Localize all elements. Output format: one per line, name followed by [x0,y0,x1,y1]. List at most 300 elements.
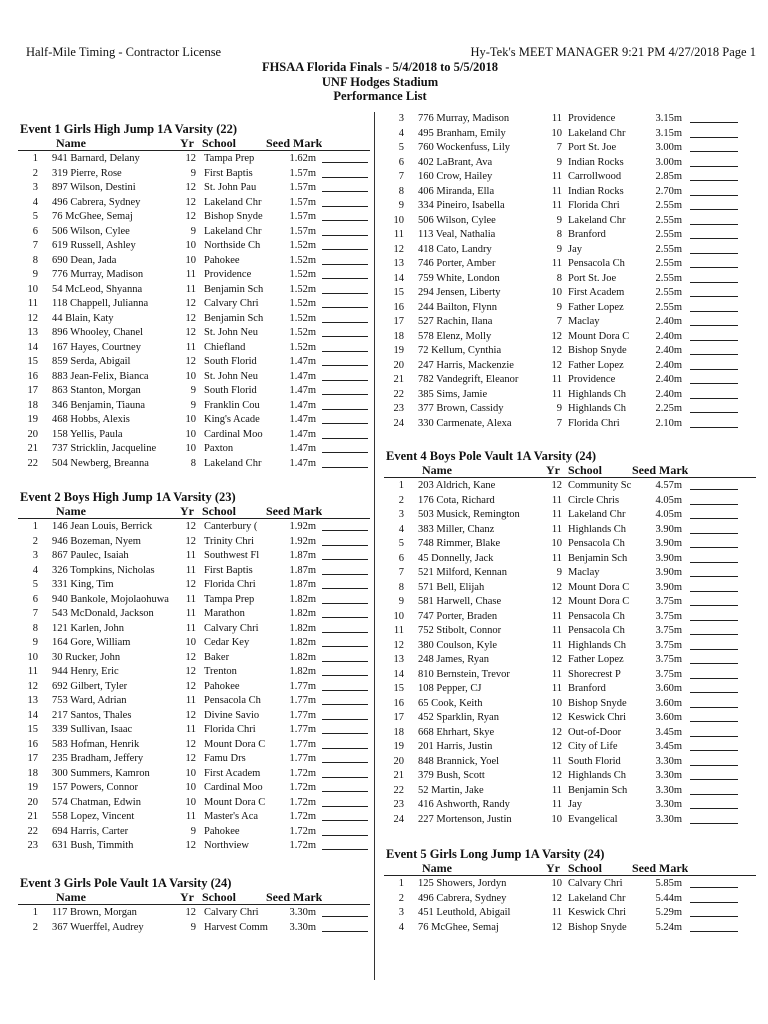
entry-seed-mark: 2.40m [655,359,682,371]
entry-name: 776 Murray, Madison [418,113,510,124]
result-blank-line [322,210,368,221]
entry-school: Pensacola Ch [204,695,261,706]
entry-seed-mark: 1.47m [289,414,316,425]
entry-school: Trinity Chri [204,535,255,547]
entry-place: 15 [27,356,38,367]
entry-seed-mark: 1.82m [289,593,316,605]
entry-place: 17 [393,712,404,723]
entry-school: Benjamin Sch [568,552,628,564]
result-blank-line [322,312,368,323]
entry-name: 941 Barnard, Delany [52,153,140,164]
entry-row [384,199,756,214]
entry-school: Jay [568,799,582,810]
entry-seed-mark: 3.15m [655,127,682,139]
entry-school: Bishop Snyde [568,345,627,356]
result-blank-line [322,413,368,424]
entry-year: 11 [185,550,196,561]
entry-school: Providence [568,113,616,124]
result-blank-line [690,243,738,254]
entry-place: 4 [398,127,404,139]
entry-school: Canterbury ( [204,521,258,532]
entry-year: 12 [185,579,196,590]
entry-year: 10 [185,796,196,808]
entry-place: 6 [398,156,404,168]
entry-row [18,680,370,695]
entry-school: Jay [568,243,582,255]
entry-school: Maclay [568,567,600,578]
column-header-year: Yr [180,505,194,518]
entry-name: 558 Lopez, Vincent [52,811,135,822]
event-title: Event 5 Girls Long Jump 1A Varsity (24) [386,847,605,861]
result-blank-line [690,417,738,428]
entry-year: 12 [551,330,562,342]
entry-row [384,127,756,142]
entry-school: Northview [204,840,249,851]
entry-seed-mark: 3.75m [655,639,682,651]
entry-year: 12 [551,892,562,904]
entry-year: 11 [551,683,562,694]
entry-seed-mark: 1.72m [289,825,316,837]
entry-seed-mark: 3.30m [289,921,316,933]
column-header-seed-mark: Seed Mark [632,862,689,875]
entry-row [384,595,756,610]
entry-seed-mark: 3.90m [655,581,682,593]
venue-title: UNF Hodges Stadium [321,74,439,89]
result-blank-line [690,581,738,592]
entry-year: 10 [185,767,196,779]
event-3-continued-section [384,112,756,431]
entry-year: 11 [185,341,196,353]
result-blank-line [322,709,368,720]
entry-name: 244 Bailton, Flynn [418,301,498,313]
entry-name: 848 Brannick, Yoel [418,755,500,767]
result-blank-line [322,152,368,163]
entry-school: Pahokee [204,680,240,692]
entry-seed-mark: 1.47m [289,457,316,469]
entry-place: 10 [27,651,38,663]
entry-school: Bishop Snyde [568,697,627,709]
entry-seed-mark: 1.47m [289,370,316,382]
entry-year: 11 [551,639,562,651]
entry-school: Pensacola Ch [568,258,625,269]
entry-seed-mark: 1.52m [289,254,316,266]
column-header-year: Yr [546,862,560,875]
entry-year: 9 [556,567,562,578]
result-blank-line [690,877,738,888]
entry-name: 737 Stricklin, Jacqueline [52,443,157,454]
entry-place: 18 [393,726,404,738]
entry-school: Mount Dora C [204,738,266,750]
entry-seed-mark: 2.40m [655,374,682,385]
entry-row [384,243,756,258]
entry-place: 3 [32,182,38,193]
entry-row [384,185,756,200]
entry-row [384,257,756,272]
entry-name: 294 Jensen, Liberty [418,287,501,298]
entry-seed-mark: 3.00m [655,142,682,153]
column-header-row [18,505,370,519]
entry-name: 125 Showers, Jordyn [418,878,507,889]
event-3-section [18,875,370,935]
entry-place: 16 [27,370,38,382]
column-header-school: School [568,862,603,875]
result-blank-line [322,723,368,734]
entry-name: 416 Ashworth, Randy [418,799,510,810]
entry-row [18,210,370,225]
entry-place: 20 [393,755,404,767]
entry-row [18,564,370,579]
entry-school: Pensacola Ch [568,625,625,636]
event-title: Event 2 Boys High Jump 1A Varsity (23) [20,490,236,504]
entry-seed-mark: 1.52m [289,312,316,324]
result-blank-line [322,428,368,439]
entry-seed-mark: 3.00m [655,156,682,168]
column-header-school: School [202,137,237,150]
entry-school: Baker [204,651,230,663]
entry-year: 11 [551,494,562,506]
entry-place: 4 [398,921,404,933]
entry-name: 379 Bush, Scott [418,770,485,781]
entry-school: Master's Aca [204,811,259,822]
result-blank-line [322,921,368,932]
entry-year: 12 [551,921,562,933]
entry-place: 9 [398,596,404,607]
column-header-year: Yr [180,137,194,150]
result-blank-line [322,167,368,178]
entry-school: Florida Chri [568,417,620,429]
result-blank-line [322,225,368,236]
entry-school: Evangelical [568,813,618,825]
entry-name: 217 Santos, Thales [52,709,132,721]
entry-place: 5 [398,142,404,153]
entry-name: 52 Martin, Jake [418,784,484,796]
entry-place: 8 [398,185,404,197]
entry-year: 11 [185,695,196,706]
entry-place: 19 [27,782,38,793]
entry-row [384,624,756,639]
entry-row [18,196,370,211]
entry-seed-mark: 1.57m [289,167,316,179]
entry-row [18,709,370,724]
entry-name: 883 Jean-Felix, Bianca [52,370,149,382]
entry-year: 11 [551,374,562,385]
result-blank-line [690,755,738,766]
entry-place: 16 [393,697,404,709]
entry-school: Paxton [204,443,234,454]
result-blank-line [690,523,738,534]
entry-name: 896 Whooley, Chanel [52,327,143,338]
entry-year: 12 [185,196,196,208]
entry-seed-mark: 3.90m [655,523,682,535]
entry-name: 76 McGhee, Semaj [52,211,133,222]
entry-row [384,272,756,287]
entry-school: Mount Dora C [204,796,266,808]
result-blank-line [322,839,368,850]
entry-place: 9 [398,200,404,211]
entry-place: 21 [27,811,38,822]
entry-seed-mark: 3.75m [655,654,682,665]
entry-place: 3 [32,550,38,561]
entry-seed-mark: 3.75m [655,625,682,636]
entry-row [18,622,370,637]
entry-place: 20 [27,428,38,440]
entry-year: 12 [185,312,196,324]
entry-row [384,653,756,668]
column-header-school: School [568,464,603,477]
entry-place: 1 [32,907,38,918]
entry-row [384,798,756,813]
entry-place: 9 [32,637,38,648]
entry-seed-mark: 2.10m [655,417,682,429]
entry-row [384,877,756,892]
entry-name: 692 Gilbert, Tyler [52,680,128,692]
entry-seed-mark: 5.24m [655,921,682,933]
entry-year: 11 [551,610,562,622]
result-blank-line [690,610,738,621]
entry-year: 10 [185,240,196,251]
entry-place: 15 [393,683,404,694]
entry-row [384,552,756,567]
entry-place: 10 [27,283,38,295]
entry-name: 746 Porter, Amber [418,258,496,269]
entry-row [18,239,370,254]
entry-seed-mark: 1.52m [289,269,316,280]
entry-row [384,228,756,243]
entry-year: 9 [190,385,196,396]
column-header-row [18,891,370,905]
entry-row [384,388,756,403]
entry-name: 339 Sullivan, Isaac [52,724,133,735]
entry-place: 2 [398,494,404,506]
entry-place: 12 [27,680,38,692]
entry-place: 6 [398,552,404,564]
entry-place: 17 [393,316,404,327]
entry-seed-mark: 1.77m [289,695,316,706]
entry-school: Florida Chri [204,724,256,735]
entry-seed-mark: 3.30m [655,813,682,825]
entry-name: 668 Ehrhart, Skye [418,726,495,738]
entry-seed-mark: 3.15m [655,113,682,124]
entry-name: 418 Cato, Landry [418,243,492,255]
entry-place: 24 [393,417,404,429]
entry-school: Southwest Fl [204,550,260,561]
entry-place: 11 [27,298,38,309]
entry-row [384,769,756,784]
entry-year: 9 [190,167,196,179]
entry-place: 13 [393,654,404,665]
entry-name: 452 Sparklin, Ryan [418,712,499,723]
entry-school: Divine Savio [204,709,260,721]
entry-row [18,535,370,550]
result-blank-line [690,740,738,751]
result-blank-line [322,622,368,633]
entry-row [18,225,370,240]
entry-seed-mark: 1.77m [289,724,316,735]
entry-seed-mark: 5.85m [655,878,682,889]
entry-place: 4 [398,523,404,535]
result-blank-line [322,442,368,453]
result-blank-line [690,552,738,563]
result-blank-line [322,767,368,778]
result-blank-line [690,228,738,239]
entry-row [384,373,756,388]
entry-place: 18 [393,330,404,342]
entry-name: 581 Harwell, Chase [418,596,502,607]
entry-year: 11 [551,113,562,124]
entry-year: 11 [551,258,562,269]
result-blank-line [690,330,738,341]
entry-year: 11 [551,509,562,520]
entry-place: 6 [32,593,38,605]
entry-place: 2 [32,167,38,179]
result-blank-line [322,694,368,705]
entry-year: 9 [556,301,562,313]
entry-place: 20 [393,359,404,371]
entry-name: 496 Cabrera, Sydney [52,196,141,208]
entry-year: 9 [190,825,196,837]
result-blank-line [690,301,738,312]
entry-school: Northside Ch [204,240,261,251]
entry-seed-mark: 1.47m [289,443,316,454]
entry-seed-mark: 1.82m [289,608,316,619]
entry-seed-mark: 1.82m [289,622,316,634]
entry-seed-mark: 3.75m [655,610,682,622]
entry-place: 3 [398,907,404,918]
result-blank-line [322,181,368,192]
result-blank-line [690,373,738,384]
entry-place: 6 [32,225,38,237]
entry-year: 10 [551,538,562,549]
entry-row [384,330,756,345]
entry-seed-mark: 2.55m [655,243,682,255]
result-blank-line [322,549,368,560]
entry-row [18,384,370,399]
entry-place: 13 [27,695,38,706]
entry-row [384,214,756,229]
entry-name: 330 Carmenate, Alexa [418,417,512,429]
entry-place: 17 [27,385,38,396]
entry-row [18,370,370,385]
entry-year: 12 [185,738,196,750]
entry-year: 12 [185,535,196,547]
entry-school: Lakeland Chr [568,214,626,226]
entry-year: 7 [556,316,562,327]
entry-year: 10 [185,428,196,440]
entry-name: 495 Branham, Emily [418,127,506,139]
entry-place: 8 [32,254,38,266]
event-title: Event 3 Girls Pole Vault 1A Varsity (24) [20,876,232,890]
entry-name: 752 Stibolt, Connor [418,625,502,636]
entry-seed-mark: 3.30m [655,755,682,767]
entry-name: 300 Summers, Kamron [52,767,150,779]
entry-seed-mark: 1.52m [289,298,316,309]
entry-row [18,906,370,921]
entry-name: 157 Powers, Connor [52,782,139,793]
result-blank-line [690,402,738,413]
entry-year: 9 [190,225,196,237]
entry-school: St. John Neu [204,327,258,338]
entry-place: 20 [27,796,38,808]
entry-row [384,494,756,509]
result-blank-line [322,810,368,821]
result-blank-line [322,384,368,395]
entry-seed-mark: 1.77m [289,680,316,692]
entry-year: 11 [551,755,562,767]
entry-name: 863 Stanton, Morgan [52,385,141,396]
entry-place: 15 [27,724,38,735]
entry-school: Shorecrest P [568,668,621,680]
entry-row [384,301,756,316]
entry-place: 13 [27,327,38,338]
entry-year: 10 [185,254,196,266]
entry-school: Port St. Joe [568,142,617,153]
entry-seed-mark: 1.77m [289,709,316,721]
entry-year: 12 [551,480,562,491]
result-blank-line [322,906,368,917]
column-header-row [18,137,370,151]
entry-place: 10 [393,610,404,622]
entry-name: 402 LaBrant, Ava [418,156,493,168]
entry-row [384,315,756,330]
entry-name: 176 Cota, Richard [418,494,495,506]
entry-seed-mark: 3.90m [655,567,682,578]
entry-seed-mark: 2.40m [655,316,682,327]
result-blank-line [690,624,738,635]
header-right-text: Hy-Tek's MEET MANAGER 9:21 PM 4/27/2018 Page 1 [470,45,756,59]
entry-seed-mark: 1.47m [289,399,316,411]
column-divider [374,112,375,980]
entry-year: 12 [185,651,196,663]
entry-school: Marathon [204,608,245,619]
entry-seed-mark: 3.60m [655,683,682,694]
entry-name: 164 Gore, William [52,637,131,648]
entry-row [18,593,370,608]
column-header-seed-mark: Seed Mark [632,464,689,477]
entry-row [18,167,370,182]
entry-school: Chiefland [204,341,246,353]
result-blank-line [690,359,738,370]
entry-name: 496 Cabrera, Sydney [418,892,507,904]
entry-year: 11 [185,269,196,280]
entry-name: 690 Dean, Jada [52,254,117,266]
entry-seed-mark: 3.30m [655,770,682,781]
entry-year: 11 [185,811,196,822]
entry-school: Famu Drs [204,753,246,764]
entry-school: Father Lopez [568,359,624,371]
entry-school: Indian Rocks [568,185,624,197]
entry-seed-mark: 1.52m [289,341,316,353]
column-header-name: Name [56,505,86,518]
entry-seed-mark: 1.57m [289,211,316,222]
entry-name: 248 James, Ryan [418,654,490,665]
entry-name: 578 Elenz, Molly [418,330,492,342]
entry-school: Harvest Comm [204,921,268,933]
entry-seed-mark: 2.55m [655,258,682,269]
result-blank-line [690,479,738,490]
entry-seed-mark: 2.85m [655,171,682,182]
entry-school: First Baptis [204,564,253,576]
entry-row [18,355,370,370]
entry-year: 12 [185,211,196,222]
result-blank-line [322,370,368,381]
entry-seed-mark: 2.40m [655,330,682,342]
entry-place: 21 [393,770,404,781]
result-blank-line [690,798,738,809]
entry-year: 12 [185,753,196,764]
entry-row [384,523,756,538]
subtitle: Performance List [333,89,427,103]
entry-name: 543 McDonald, Jackson [52,608,154,619]
